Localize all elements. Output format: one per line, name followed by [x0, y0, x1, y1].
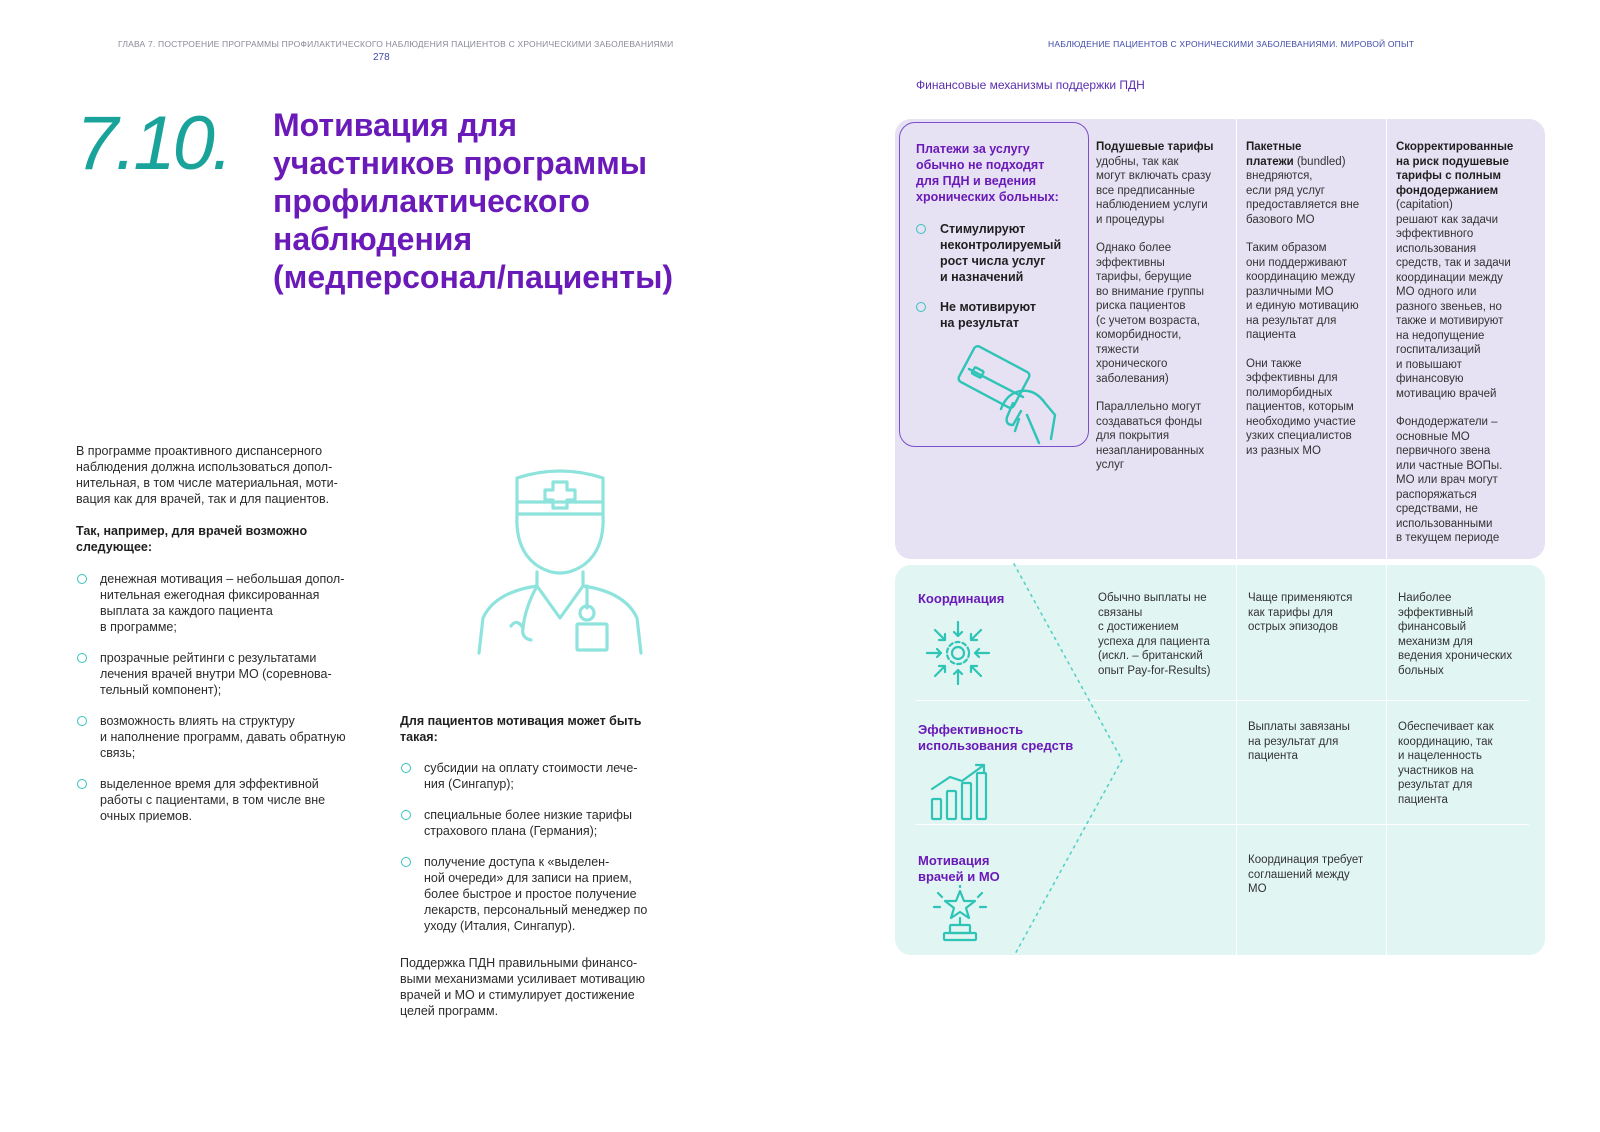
growth-chart-icon: [928, 763, 992, 821]
text-line: следующее:: [76, 540, 153, 554]
list-item: денежная мотивация – небольшая допол- нительная ежегодная фиксированная выплата за каждого пациента в программе;: [76, 571, 396, 635]
bullet-circle-icon: [77, 779, 87, 789]
list-item: субсидии на оплату стоимости лече- ния (Сингапур);: [400, 760, 690, 792]
table-cell: Наиболее эффективный финансовый механизм для ведения хронических больных: [1398, 592, 1513, 677]
table-cell: Обычно выплаты не связаны с достижением успеха для пациента (искл. – британский опыт Pay-for-Results): [1098, 592, 1211, 677]
text-line: вация как для врачей, так и для пациентов.: [76, 492, 330, 506]
row-label-motivation: Мотивация врачей и МО: [918, 853, 1000, 884]
capitation-column: [1096, 140, 1232, 487]
list-item: Стимулируют неконтролируемый рост числа услуг и назначений: [916, 221, 1086, 285]
text-line: выми механизмами усиливает мотивацию: [400, 972, 645, 986]
column-block: Подушевые тарифы удобны, так как могут включать сразу все предписанные наблюдением услуги и процедуры: [1096, 141, 1214, 226]
doctors-list: [76, 571, 396, 839]
table-cell: Координация требует соглашений между МО: [1248, 854, 1364, 895]
bullet-circle-icon: [401, 857, 411, 867]
card-in-hand-icon: [955, 345, 1065, 445]
doctors-heading: [76, 523, 406, 555]
bundled-column: [1246, 140, 1382, 472]
divider: [1386, 119, 1387, 559]
title-line: участников программы: [273, 145, 648, 181]
bullet-circle-icon: [916, 224, 926, 234]
bullet-circle-icon: [401, 763, 411, 773]
text-line: нительная, в том числе материальная, моти-: [76, 476, 338, 490]
list-item: прозрачные рейтинги с результатами лечения врачей внутри МО (соревнова- тельный компонент);: [76, 650, 396, 698]
star-trophy-icon: [930, 885, 990, 943]
intro-paragraph: [76, 443, 406, 507]
callout-title: Платежи за услугу обычно не подходят для ПДН и ведения хронических больных:: [916, 142, 1059, 204]
divider: [1386, 565, 1387, 955]
closing-paragraph: [400, 955, 690, 1019]
text-line: целей программ.: [400, 1004, 499, 1018]
text-line: такая:: [400, 730, 438, 744]
row-label-efficiency: Эффективность использования средств: [918, 722, 1074, 753]
text-line: Поддержка ПДН правильными финансо-: [400, 956, 638, 970]
title-line: Мотивация для: [273, 107, 518, 143]
title-line: наблюдения: [273, 221, 473, 257]
text-line: Для пациентов мотивация может быть: [400, 714, 642, 728]
bullet-circle-icon: [77, 716, 87, 726]
header-right: НАБЛЮДЕНИЕ ПАЦИЕНТОВ С ХРОНИЧЕСКИМИ ЗАБОЛЕВАНИЯМИ. МИРОВОЙ ОПЫТ: [1048, 39, 1415, 49]
column-block: Пакетные платежи (bundled) внедряются, если ряд услуг предоставляется вне базового МО: [1246, 141, 1360, 226]
table-cell: Чаще применяются как тарифы для острых эпизодов: [1248, 592, 1353, 633]
bullet-circle-icon: [401, 810, 411, 820]
list-item: получение доступа к «выделен- ной очереди» для записи на прием, более быстрое и простое получение лекарств, персональный менеджер по уходу (Италия, Сингапур).: [400, 854, 690, 934]
row-label-coordination: Координация: [918, 591, 1005, 606]
text-line: Так, например, для врачей возможно: [76, 524, 308, 538]
text-line: В программе проактивного диспансерного: [76, 444, 323, 458]
patients-list: [400, 760, 690, 949]
list-item: специальные более низкие тарифы страхового плана (Германия);: [400, 807, 690, 839]
section-number: 7.10.: [76, 101, 231, 186]
text-line: врачей и МО и стимулирует достижение: [400, 988, 635, 1002]
column-block: Скорректированные на риск подушевые тарифы с полным фондодержанием (capitation) решают как задачи эффективного использования средств, так и задачи координации между МО одного или разного звеньев, но также и мотивируют на недопущение госпитализаций и повышают финансовую мотивацию врачей: [1396, 141, 1514, 400]
list-item: Не мотивируют на результат: [916, 299, 1086, 331]
table-cell: Обеспечивает как координацию, так и нацеленность участников на результат для пациента: [1398, 721, 1494, 806]
callout-list: [916, 221, 1086, 345]
risk-adjusted-column: [1396, 140, 1542, 560]
bullet-circle-icon: [916, 302, 926, 312]
column-block: Таким образом они поддерживают координацию между различными МО и единую мотивацию на результат для пациента: [1246, 242, 1359, 341]
patients-heading: [400, 713, 690, 745]
doctor-icon: [475, 468, 645, 658]
divider: [916, 824, 1529, 825]
divider: [916, 700, 1529, 701]
divider: [1236, 119, 1237, 559]
list-item: выделенное время для эффективной работы с пациентами, в том числе вне очных приемов.: [76, 776, 396, 824]
section-title: [273, 106, 773, 296]
header-left: ГЛАВА 7. ПОСТРОЕНИЕ ПРОГРАММЫ ПРОФИЛАКТИЧЕСКОГО НАБЛЮДЕНИЯ ПАЦИЕНТОВ С ХРОНИЧЕСКИМИ ЗАБОЛЕВАНИЯМИ: [118, 39, 674, 49]
table-cell: Выплаты завязаны на результат для пациента: [1248, 721, 1350, 762]
finance-title: Финансовые механизмы поддержки ПДН: [916, 78, 1145, 92]
text-line: наблюдения должна использоваться допол-: [76, 460, 333, 474]
gear-arrows-icon: [925, 620, 991, 686]
divider: [1236, 565, 1237, 955]
column-block: Фондодержатели – основные МО первичного звена или частные ВОПы. МО или врач могут распоряжаться средствами, не использованными в текущем периоде: [1396, 416, 1503, 544]
column-block: Параллельно могут создаваться фонды для покрытия незапланированных услуг: [1096, 401, 1205, 471]
page-number: 278: [373, 52, 390, 63]
bullet-circle-icon: [77, 574, 87, 584]
column-block: Однако более эффективны тарифы, берущие во внимание группы риска пациентов (с учетом возраста, коморбидности, тяжести хронического заболевания): [1096, 242, 1205, 385]
title-line: (медперсонал/пациенты): [273, 259, 674, 295]
column-block: Они также эффективны для полиморбидных пациентов, которым необходимо участие узких специалистов из разных МО: [1246, 357, 1356, 457]
bullet-circle-icon: [77, 653, 87, 663]
list-item: возможность влиять на структуру и наполнение программ, давать обратную связь;: [76, 713, 396, 761]
title-line: профилактического: [273, 183, 590, 219]
